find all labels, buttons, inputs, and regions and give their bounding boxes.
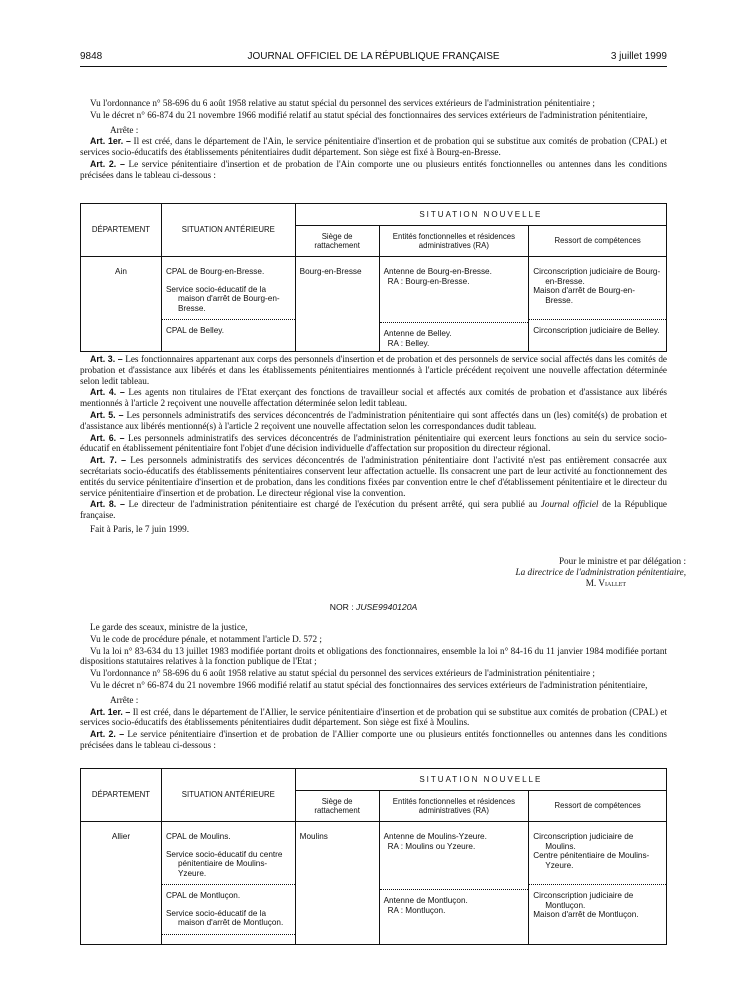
arrete-heading: Arrête : [110, 694, 139, 705]
col-ressort: Ressort de compétences [529, 226, 667, 257]
col-entites: Entités fonctionnelles et résidences administratives (RA) [379, 226, 529, 257]
article-7 [80, 455, 667, 498]
entite-ra: RA : Moulins ou Yzeure. [387, 841, 476, 851]
article-3 [80, 354, 667, 386]
table-row [81, 822, 667, 945]
journal-title: JOURNAL OFFICIEL DE LA RÉPUBLIQUE FRANÇAISE [247, 51, 500, 62]
table-allier [80, 768, 667, 945]
vu-loi: Vu la loi n° 83-634 du 13 juillet 1983 modifiée portant droits et obligations des fonctionnaires, ensemble la loi n° 84-16 du 11 janvier 1984 modifiée portant dispositions statutaires relatives à la fonction publique de l'Etat ; [80, 645, 667, 667]
ressort-circonscription: Circonscription judiciaire de Moulins. [533, 832, 634, 851]
article-6 [80, 433, 667, 455]
article-1-label: Art. 1er. – [90, 706, 131, 717]
article-3-text: Les fonctionnaires appartenant aux corps des personnels d'insertion et de probation et des personnels de service social affectés dans les comités de probation et d'assistance aux libérés et dans les établissements pénitentiaires mentionnés à l'article précédent reçoivent une nouvelle affectation déterminée selon ledit tableau. [80, 354, 668, 386]
decree-allier [80, 622, 667, 752]
entite-antenne: Antenne de Moulins-Yzeure. [383, 832, 487, 841]
article-2-label: Art. 2. – [90, 158, 125, 169]
article-2 [80, 159, 667, 181]
col-entites: Entités fonctionnelles et résidences administratives (RA) [379, 791, 529, 822]
entite-ra: RA : Bourg-en-Bresse. [387, 276, 470, 286]
departement-cell: Allier [81, 822, 162, 945]
article-6-text: Les personnels administratifs des services déconcentrés de l'administration pénitentiaire qui exercent leurs fonctions au sein du service socio-éducatif en établissement pénitentiaire font l'objet d'une décision individuelle d'affectation sur proposition du directeur régional. [80, 432, 667, 454]
article-1 [80, 707, 667, 729]
nor-reference [80, 602, 667, 612]
entite-antenne-2: Antenne de Belley. [383, 329, 452, 338]
garde-des-sceaux: Le garde des sceaux, ministre de la justice, [90, 622, 248, 632]
dotted-separator [162, 934, 295, 935]
anterieure-socio: Service socio-éducatif du centre pénitentiaire de Moulins-Yzeure. [165, 849, 283, 878]
article-1 [80, 136, 667, 158]
ressort-centre: Centre pénitentiaire de Moulins-Yzeure. [533, 851, 650, 870]
fait-a-paris: Fait à Paris, le 7 juin 1999. [90, 523, 190, 534]
article-8-text: Le directeur de l'administration pénitentiaire est chargé de l'exécution du présent arrêté, qui sera publié au [128, 499, 541, 510]
entite-antenne-2: Antenne de Montluçon. [383, 896, 468, 905]
article-1-label: Art. 1er. – [90, 136, 131, 147]
article-5-text: Les personnels administratifs des services déconcentrés de l'administration pénitentiaire qui sont affectés dans un (les) comité(s) de probation et d'assistance aux libérés mentionné(s) à l'article 2 reçoivent une nouvelle affectation selon les correspondances dudit tableau. [80, 409, 668, 431]
article-4 [80, 387, 667, 409]
ressort-circonscription: Circonscription judiciaire de Bourg-en-Bresse. [533, 267, 661, 286]
entite-antenne: Antenne de Bourg-en-Bresse. [383, 267, 492, 276]
signature-title: La directrice de l'administration pénitentiaire, [515, 567, 686, 577]
col-departement: DÉPARTEMENT [81, 204, 162, 257]
article-8-text-end: de la République française. [80, 499, 668, 521]
article-8 [80, 499, 667, 521]
col-ressort: Ressort de compétences [529, 791, 667, 822]
article-1-text: Il est créé, dans le département de l'Ain, le service pénitentiaire d'insertion et de probation qui se substitue aux comités de probation (CPAL) et services socio-éducatifs des établissements pénitentiaires dudit département. Son siège est fixé à Bourg-en-Bresse. [80, 136, 668, 158]
signature-block [380, 556, 686, 589]
siege-cell: Moulins [295, 822, 379, 945]
dotted-separator [162, 884, 295, 885]
arrete-heading: Arrête : [110, 124, 139, 135]
anterieure-cpal: CPAL de Moulins. [165, 832, 231, 841]
article-1-text: Il est créé, dans le département de l'Allier, le service pénitentiaire d'insertion et de probation qui se substitue aux comités de probation (CPAL) et services socio-éducatifs des établissements pénitentiaires dudit département. Son siège est fixé à Moulins. [80, 706, 667, 728]
article-7-label: Art. 7. – [90, 455, 127, 466]
article-7-text: Les personnels administratifs des services déconcentrés de l'administration pénitentiaire dont l'activité n'est pas entièrement consacrée aux secrétariats socio-éducatifs des établissements pénitentiaires conservent leur affectation actuelle. Ils consacrent une part de leur activité au fonctionnement des entités du service pénitentiaire d'insertion et de probation, dans les conditions fixées par convention entre le chef d'établissement pénitentiaire et le directeur du service pénitentiaire d'insertion et de probation. Le directeur régional vise la convention. [80, 455, 667, 498]
article-8-label: Art. 8. – [90, 499, 125, 510]
issue-date: 3 juillet 1999 [610, 51, 667, 62]
dotted-separator [529, 884, 666, 885]
col-situation-anterieure: SITUATION ANTÉRIEURE [161, 769, 295, 822]
article-5 [80, 410, 667, 432]
decree-ain-preamble [80, 98, 667, 182]
article-2-label: Art. 2. – [90, 729, 125, 740]
article-5-label: Art. 5. – [90, 409, 124, 420]
decree-ain-articles [80, 354, 667, 536]
anterieure-socio: Service socio-éducatif de la maison d'arrêt de Bourg-en-Bresse. [165, 284, 280, 313]
article-6-label: Art. 6. – [90, 432, 125, 443]
vu-decret: Vu le décret n° 66-874 du 21 novembre 1966 modifié relatif au statut spécial des fonctionnaires des services extérieurs de l'administration pénitentiaire, [90, 109, 648, 120]
table-ain [80, 203, 667, 352]
journal-officiel-ref: Journal officiel [540, 499, 599, 510]
table-row [81, 257, 667, 352]
col-departement: DÉPARTEMENT [81, 769, 162, 822]
col-siege: Siège de rattachement [295, 226, 379, 257]
vu-ordonnance: Vu l'ordonnance n° 58-696 du 6 août 1958 relative au statut spécial du personnel des services extérieurs de l'administration pénitentiaire ; [90, 98, 595, 108]
vu-decret: Vu le décret n° 66-874 du 21 novembre 1966 modifié relatif au statut spécial des fonctionnaires des services extérieurs de l'administration pénitentiaire, [90, 679, 648, 690]
nor-code: JUSE9940120A [356, 602, 418, 612]
ressort-circonscription-2: Circonscription judiciaire de Montluçon. [533, 891, 634, 910]
header-rule [80, 66, 667, 67]
dotted-separator [529, 319, 666, 320]
ressort-maison: Maison d'arrêt de Bourg-en-Bresse. [533, 286, 635, 305]
article-4-label: Art. 4. – [90, 387, 125, 398]
anterieure-cpal-2: CPAL de Montluçon. [165, 891, 241, 900]
ressort-circonscription-2: Circonscription judiciaire de Belley. [533, 326, 660, 335]
ressort-maison-2: Maison d'arrêt de Montluçon. [533, 910, 639, 919]
article-3-label: Art. 3. – [90, 354, 123, 364]
article-2-text: Le service pénitentiaire d'insertion et de probation de l'Allier comporte une ou plusieurs entités fonctionnelles ou antennes dans les conditions précisées dans le tableau ci-dessous : [80, 729, 667, 750]
anterieure-socio-2: Service socio-éducatif de la maison d'arrêt de Montluçon. [165, 908, 284, 927]
entite-ra-2: RA : Belley. [387, 338, 430, 348]
dotted-separator [162, 319, 295, 320]
departement-cell: Ain [81, 257, 162, 352]
anterieure-cpal-2: CPAL de Belley. [165, 326, 225, 335]
signature-name: M. Viallet [585, 578, 626, 588]
col-siege: Siège de rattachement [295, 791, 379, 822]
nor-label: NOR : [329, 602, 357, 612]
dotted-separator [380, 889, 529, 890]
col-situation-anterieure: SITUATION ANTÉRIEURE [161, 204, 295, 257]
col-situation-nouvelle: SITUATION NOUVELLE [295, 204, 666, 226]
vu-code: Vu le code de procédure pénale, et notamment l'article D. 572 ; [90, 633, 322, 644]
entite-ra-2: RA : Montluçon. [387, 905, 446, 915]
running-header [80, 51, 667, 67]
anterieure-cpal: CPAL de Bourg-en-Bresse. [165, 267, 265, 276]
article-2 [80, 729, 667, 751]
page-number: 9848 [80, 51, 103, 62]
vu-ordonnance: Vu l'ordonnance n° 58-696 du 6 août 1958 relative au statut spécial du personnel des services extérieurs de l'administration pénitentiaire ; [90, 668, 595, 679]
article-4-text: Les agents non titulaires de l'Etat exerçant des fonctions de travailleur social et affectés aux comités de probation et d'assistance aux libérés mentionnés à l'article 2 reçoivent une nouvelle affectation déterminée selon ledit tableau. [80, 387, 667, 409]
dotted-separator [380, 322, 529, 323]
signature-delegation: Pour le ministre et par délégation : [558, 556, 686, 566]
col-situation-nouvelle: SITUATION NOUVELLE [295, 769, 666, 791]
siege-cell: Bourg-en-Bresse [295, 257, 379, 352]
article-2-text: Le service pénitentiaire d'insertion et de probation de l'Ain comporte une ou plusieurs entités fonctionnelles ou antennes dans les conditions précisées dans le tableau ci-dessous : [80, 158, 667, 180]
